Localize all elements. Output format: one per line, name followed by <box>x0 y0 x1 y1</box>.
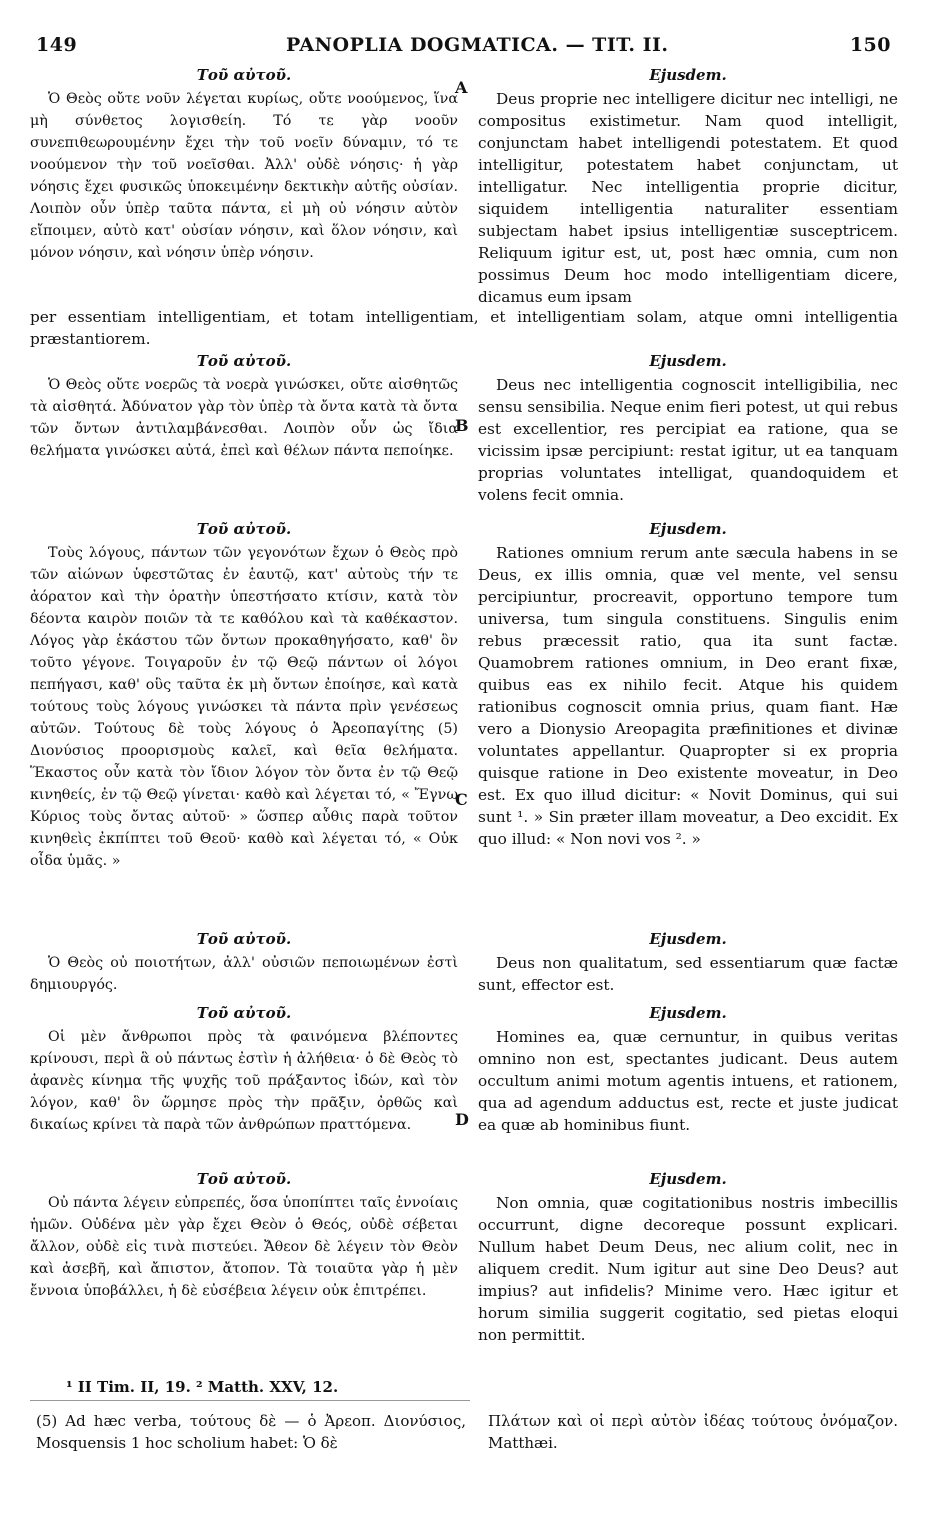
latin-paragraph <box>478 374 898 506</box>
latin-paragraph <box>478 952 898 996</box>
greek-paragraph <box>30 88 458 264</box>
greek-text: Ὁ Θεὸς οὐ ποιοτήτων, ἀλλ' οὐσιῶν πεποιωμένων ἐστὶ δημιουργός. <box>30 955 458 993</box>
greek-text: Ὁ Θεὸς οὔτε νοερῶς τὰ νοερὰ γινώσκει, οὔτε αἰσθητῶς τὰ αἰσθητά. Ἀδύνατον γὰρ τὸν ὑπὲρ τὰ ὄντα κατὰ τὰ ὄντα τῶν ὄντων ἀντιλαμβάνεσθαι. Λοιπὸν οὖν ὡς ἴδια θελήματα γινώσκει αὐτά, ἐπεὶ καὶ θέλων πάντα πεποίηκε. <box>30 377 458 459</box>
latin-heading: Ejusdem. <box>649 66 727 84</box>
greek-paragraph <box>30 952 458 996</box>
greek-heading: Τοῦ αὐτοῦ. <box>196 352 292 370</box>
full-width-continuation <box>30 306 898 350</box>
latin-heading: Ejusdem. <box>649 520 727 538</box>
scripture-references: ¹ II Tim. II, 19. ² Matth. XXV, 12. <box>66 1378 339 1396</box>
footnote-divider <box>30 1400 470 1401</box>
greek-text: Τοὺς λόγους, πάντων τῶν γεγονότων ἔχων ὁ Θεὸς πρὸ τῶν αἰώνων ὑφεστῶτας ἐν ἑαυτῷ, κατ' αὐτοὺς τήν τε ἀόρατον καὶ τὴν ὁρατὴν ὑπεστήσατο κτίσιν, κατὰ τὸν δέοντα καιρὸν ποιῶν τὰ τε καθόλου καὶ τὰ καθέκαστον. Λόγος γὰρ ἑκάστου τῶν ὄντων προκαθηγήσατο, καθ' ὃν τοῦτο γέγονε. Τοιγαροῦν ἐν τῷ Θεῷ πάντων οἱ λόγοι πεπήγασι, καθ' οὓς ταῦτα ἐκ μὴ ὄντων ἐποίησε, καὶ κατὰ τούτους τοὺς λόγους γινώσκει τὰ πάντα πρὶν γενέσεως αὐτῶν. Τούτους δὲ τοὺς λόγους ὁ Ἀρεοπαγίτης (5) Διονύσιος προορισμοὺς καλεῖ, καὶ θεῖα θελήματα. Ἕκαστος οὖν κατὰ τὸν ἴδιον λόγον τὸν ὄντα ἐν τῷ Θεῷ κινηθείς, ἐν τῷ Θεῷ γίνεται· καθὸ καὶ λέγεται τό, « Ἔγνω Κύριος τοὺς ὄντας αὐτοῦ· » ὥσπερ αὖθις παρὰ τοῦτον κινηθεὶς ἐκπίπτει τοῦ Θεοῦ· καθὸ καὶ λέγεται τό, « Οὐκ οἶδα ὑμᾶς. » <box>30 545 458 869</box>
latin-heading: Ejusdem. <box>649 1170 727 1188</box>
page-number-left: 149 <box>36 34 78 56</box>
page-number-right: 150 <box>849 34 891 56</box>
latin-text: Non omnia, quæ cogitationibus nostris imbecillis occurrunt, digne decoreque possunt explicari. Nullum habet Deum Deus, nec alium colit, nec in aliquem credit. Num igitur aut sine Deo Deus? aut impius? aut infidelis? Minime vero. Hæc igitur et horum similia suggerit cogitatio, sed pietas eloqui non permittit. <box>478 1194 898 1344</box>
greek-heading: Τοῦ αὐτοῦ. <box>196 930 292 948</box>
margin-letter-c: C <box>455 790 468 809</box>
greek-heading: Τοῦ αὐτοῦ. <box>196 1170 292 1188</box>
latin-text: Deus proprie nec intelligere dicitur nec intelligi, ne compositus existimetur. Nam quod intelligit, conjunctam habet intelligendi potestatem. Et quod intelligitur, potestatem habet conjunctam, ut intelligatur. Nec intelligentia proprie dicitur, siquidem intelligentia naturaliter essentiam subjectam habet ipsius intelligentiæ susceptricem. Reliquum igitur est, ut, post hæc omnia, cum non possimus Deum hoc modo intelligentiam dicere, dicamus eum ipsam <box>478 90 898 306</box>
latin-paragraph <box>478 88 898 308</box>
latin-text: Rationes omnium rerum ante sæcula habens in se Deus, ex illis omnia, quæ vel mente, vel sensu percipiuntur, procreavit, opportuno tempore tum universa, tum singula constituens. Singulis enim rebus præcessit ratio, qua ita sunt factæ. Quamobrem rationes omnium, in Deo erant fixæ, quibus eas ex nihilo fecit. Atque his quidem rationibus cognoscit omnia prius, quam fiant. Hæ vero a Dionysio Areopagita præfinitiones et divinæ voluntates appellantur. Quapropter si ex propria quisque ratione in Deo existente moveatur, in Deo est. Ex quo illud dicitur: « Novit Dominus, qui sui sunt ¹. » Sin præter illam moveatur, a Deo excidit. Ex quo illud: « Non novi vos ². » <box>478 544 898 848</box>
full-width-text: per essentiam intelligentiam, et totam intelligentiam, et intelligentiam solam, atque omni intelligentia præstantiorem. <box>30 308 898 348</box>
margin-letter-a: A <box>455 78 468 97</box>
latin-paragraph <box>478 1192 898 1346</box>
greek-paragraph <box>30 542 458 872</box>
latin-paragraph <box>478 542 898 850</box>
greek-paragraph <box>30 1192 458 1302</box>
greek-text: Ὁ Θεὸς οὔτε νοῦν λέγεται κυρίως, οὔτε νοούμενος, ἵνα μὴ σύνθετος λογισθείη. Τό τε γὰρ νοοῦν συνεπιθεωρουμένην ἔχει τὴν τοῦ νοεῖν δύναμιν, τό τε νοούμενον τὴν τοῦ νοεῖσθαι. Ἀλλ' οὐδὲ νόησις· ἡ γὰρ νόησις ἔχει φυσικῶς ὑποκειμένην δεκτικὴν αὐτῆς οὐσίαν. Λοιπὸν οὖν ὑπὲρ ταῦτα πάντα, εἰ μὴ οὐ νόησιν αὐτὸν εἴποιμεν, αὐτὸ κατ' οὐσίαν νόησιν, καὶ ὅλον νόησιν, καὶ μόνον νόησιν, καὶ νόησιν ὑπὲρ νόησιν. <box>30 91 458 261</box>
greek-text: Οὐ πάντα λέγειν εὐπρεπές, ὅσα ὑποπίπτει ταῖς ἐννοίαις ἡμῶν. Οὐδένα μὲν γὰρ ἔχει Θεὸν ὁ Θεός, οὐδὲ σέβεται ἄλλον, οὐδὲ εἰς τινὰ πιστεύει. Ἄθεον δὲ λέγειν τὸν Θεὸν καὶ ἀσεβῆ, καὶ ἄπιστον, ἄτοπον. Τὰ τοιαῦτα γὰρ ἡ μὲν ἔννοια ὑποβάλλει, ἡ δὲ εὐσέβεια λέγειν οὐκ ἐπιτρέπει. <box>30 1195 458 1299</box>
greek-heading: Τοῦ αὐτοῦ. <box>196 66 292 84</box>
latin-text: Deus non qualitatum, sed essentiarum quæ factæ sunt, effector est. <box>478 954 898 994</box>
footnote-right: Πλάτων καὶ οἱ περὶ αὐτὸν ἰδέας τούτους ὀνόμαζον. Matthæi. <box>488 1412 898 1452</box>
footnote-left: (5) Ad hæc verba, τούτους δὲ — ὁ Ἀρεοπ. Διονύσιος, Mosquensis 1 hoc scholium habet: Ὁ δὲ <box>36 1412 466 1452</box>
greek-heading: Τοῦ αὐτοῦ. <box>196 520 292 538</box>
latin-paragraph <box>478 1026 898 1136</box>
latin-heading: Ejusdem. <box>649 930 727 948</box>
greek-paragraph <box>30 374 458 462</box>
margin-letter-d: D <box>455 1110 469 1129</box>
latin-text: Deus nec intelligentia cognoscit intelligibilia, nec sensu sensibilia. Neque enim fieri potest, ut qui rebus est excellentior, res percipiat ea ratione, qua se vicissim ipsæ percipiunt: restat igitur, ut ea tanquam proprias voluntates intelligat, quandoquidem et volens fecit omnia. <box>478 376 898 504</box>
greek-paragraph <box>30 1026 458 1136</box>
latin-heading: Ejusdem. <box>649 1004 727 1022</box>
greek-heading: Τοῦ αὐτοῦ. <box>196 1004 292 1022</box>
margin-letter-b: B <box>455 416 469 435</box>
greek-text: Οἱ μὲν ἄνθρωποι πρὸς τὰ φαινόμενα βλέποντες κρίνουσι, περὶ ἃ οὐ πάντως ἐστὶν ἡ ἀλήθεια· ὁ δὲ Θεὸς τὸ ἀφανὲς κίνημα τῆς ψυχῆς τοῦ πράξαντος ἰδών, καὶ τὸν λόγον, καθ' ὃν ὥρμησε πρὸς τὴν πρᾶξιν, ὀρθῶς καὶ δικαίως κρίνει τὰ παρὰ τῶν ἀνθρώπων πραττόμενα. <box>30 1029 458 1133</box>
latin-text: Homines ea, quæ cernuntur, in quibus veritas omnino non est, spectantes judicant. Deus autem occultum animi motum agentis intuens, et rationem, qua ad agendum adductus est, recte et juste judicat ea quæ ab hominibus fiunt. <box>478 1028 898 1134</box>
latin-heading: Ejusdem. <box>649 352 727 370</box>
running-title: PANOPLIA DOGMATICA. — TIT. II. <box>286 34 669 56</box>
